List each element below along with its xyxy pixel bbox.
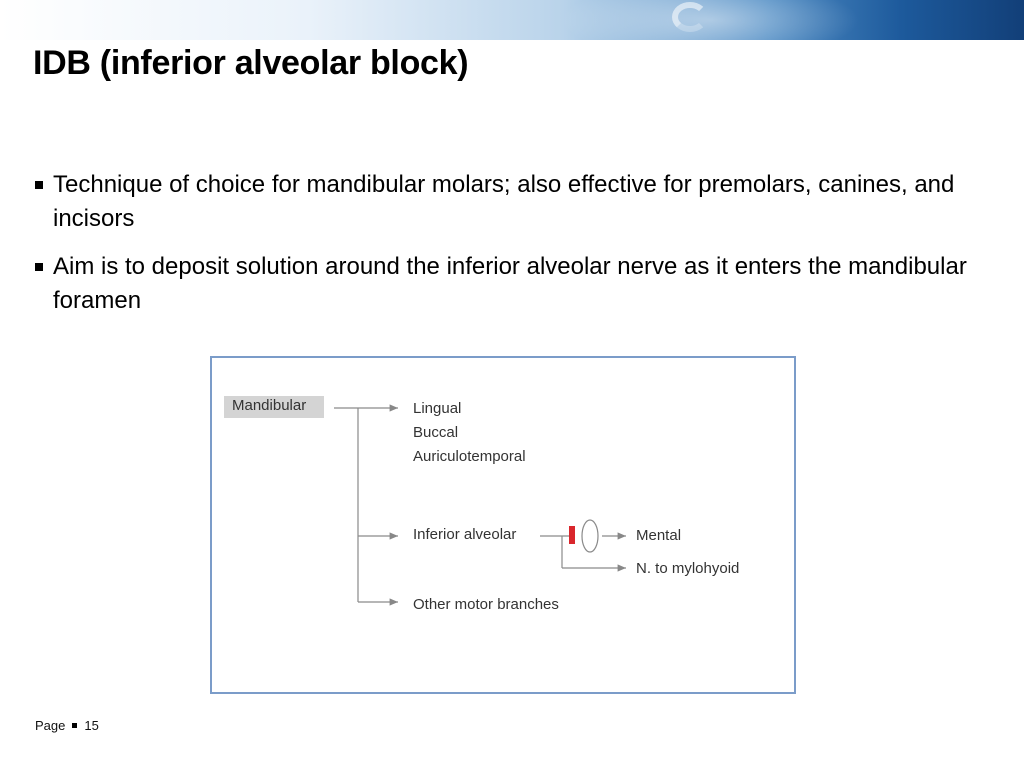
page-label: Page [35,718,66,733]
nerve-diagram [210,356,796,694]
node-auriculotemporal: Auriculotemporal [413,448,526,465]
bullet-square-icon [35,181,43,189]
block-injection-marker [569,526,575,544]
node-other-motor: Other motor branches [413,596,559,613]
banner-glow [560,0,860,40]
page-footer [35,718,99,733]
node-mandibular: Mandibular [232,397,307,414]
page-title: IDB (inferior alveolar block) [33,44,469,82]
node-mylohyoid: N. to mylohyoid [636,560,740,577]
node-mental: Mental [636,527,682,544]
bullet-text: Technique of choice for mandibular molars; also effective for premolars, canines, and incisors [53,171,955,232]
page-number: 15 [84,718,99,733]
bullet-list [33,168,1003,332]
node-lingual: Lingual [413,400,462,417]
header-banner [0,0,1024,40]
footer-separator-icon [72,723,77,728]
bullet-item [33,250,1003,318]
bullet-item [33,168,1003,236]
node-inferior-alveolar: Inferior alveolar [413,526,517,543]
foramen-ellipse-icon [582,520,598,552]
bullet-text: Aim is to deposit solution around the inferior alveolar nerve as it enters the mandibular foramen [53,253,967,314]
logo-swirl-icon [672,2,708,32]
node-buccal: Buccal [413,424,459,441]
bullet-square-icon [35,263,43,271]
